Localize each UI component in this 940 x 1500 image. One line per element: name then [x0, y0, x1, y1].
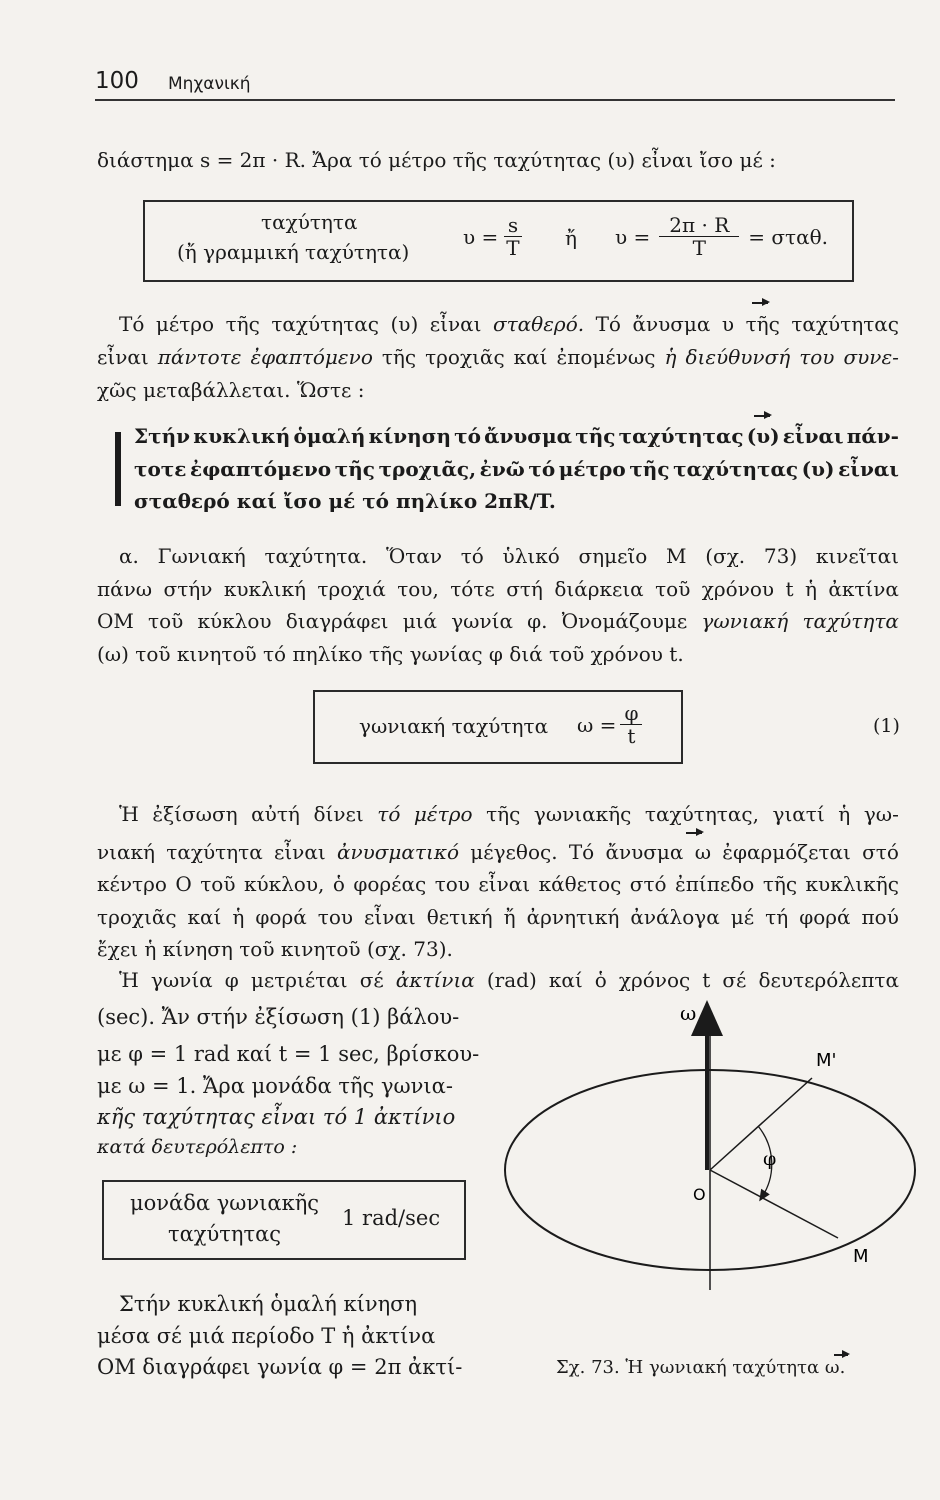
- word: t: [702, 968, 711, 992]
- word: του: [434, 872, 470, 896]
- word: μέτρο: [413, 802, 473, 826]
- word: ἐφαπτόμενο: [190, 457, 332, 481]
- word: στό: [862, 840, 899, 864]
- text-line: σταθερό καί ἴσο μέ τό πηλίκο 2πR/T.: [134, 489, 556, 513]
- formula-speed-1: [463, 214, 524, 259]
- m-prime-label: Μ': [816, 1050, 837, 1071]
- text-line: με φ = 1 rad καί t = 1 sec, βρίσκου-: [97, 1042, 480, 1066]
- word: γωνία: [150, 968, 213, 992]
- vector-arrow: [686, 832, 702, 834]
- word: Ὀνομάζουμε: [561, 609, 688, 633]
- word: (υ): [390, 312, 419, 336]
- word: δευτερόλεπτα: [758, 968, 899, 992]
- unit-label-1: μονάδα γωνιακῆς: [130, 1191, 320, 1215]
- word: κάθετος: [538, 872, 622, 896]
- word: τό: [454, 424, 481, 448]
- speed-formula-box: [143, 200, 854, 282]
- word: μέτρο: [558, 457, 626, 481]
- word: ἤ: [503, 905, 516, 929]
- word: κέντρο: [97, 872, 167, 896]
- word: τῆς: [225, 312, 260, 336]
- word: εἶναι: [97, 345, 149, 369]
- word: μέ: [730, 905, 755, 929]
- word: ταχύτητας: [271, 312, 379, 336]
- unit-label-2: ταχύτητας: [168, 1222, 282, 1246]
- word: διάρκεια: [554, 577, 644, 601]
- word: συνε-: [843, 345, 899, 369]
- word: καί: [548, 968, 583, 992]
- word: Ἡ: [119, 968, 139, 992]
- word: ἐφαρμόζεται: [722, 840, 851, 864]
- formula-lhs: υ =: [615, 224, 651, 249]
- word: ΟΜ: [97, 609, 134, 633]
- word: σταθερό.: [492, 312, 585, 336]
- radius-om-prime: [710, 1078, 812, 1170]
- text-line: [119, 542, 899, 570]
- word: μέγεθος.: [470, 840, 558, 864]
- word: τῆς: [575, 424, 616, 448]
- word: φορέας: [353, 872, 427, 896]
- margin-bar: [115, 432, 121, 506]
- figure-caption: Σχ. 73. Ἡ γωνιακή ταχύτητα ω.: [556, 1357, 846, 1378]
- word: τροχιᾶς,: [378, 457, 477, 481]
- word: ω: [694, 840, 711, 864]
- word: φορά: [255, 905, 307, 929]
- formula-label-speed: ταχύτητα: [261, 210, 358, 234]
- word: εἶναι: [838, 457, 899, 481]
- text-line: κατά δευτερόλεπτο :: [97, 1136, 298, 1158]
- text-line: Στήν κυκλική ὁμαλή κίνηση: [119, 1292, 418, 1316]
- radius-om: [710, 1170, 838, 1238]
- text-line: ἔχει ἡ κίνηση τοῦ κινητοῦ (σχ. 73).: [97, 937, 453, 961]
- word: (σχ.: [705, 544, 746, 568]
- formula-rhs: = σταθ.: [748, 224, 829, 249]
- word: ἐφαπτόμενο: [250, 345, 373, 369]
- word: του,: [397, 577, 439, 601]
- word: ταχύτητας: [673, 457, 799, 481]
- formula-or: ἤ: [565, 226, 577, 250]
- word: t: [785, 577, 794, 601]
- word: εἶναι: [364, 905, 416, 929]
- word: ἀνυσματικό: [336, 840, 459, 864]
- unit-value: 1 rad/sec: [342, 1206, 441, 1230]
- fraction: [502, 214, 523, 259]
- word: τροχιᾶς: [97, 905, 177, 929]
- formula-speed-2: [615, 214, 828, 259]
- word: τό: [377, 802, 401, 826]
- word: (rad): [486, 968, 537, 992]
- word: τοῦ: [200, 872, 236, 896]
- word: υ: [721, 312, 735, 336]
- word: ταχύτητας: [791, 312, 899, 336]
- page-header: [95, 66, 895, 100]
- word: εἶναι: [478, 872, 531, 896]
- word: ἀκτίνα: [828, 577, 899, 601]
- word: ἡ: [664, 345, 677, 369]
- word: τροχιά: [317, 577, 386, 601]
- fraction: [654, 214, 744, 259]
- text-line: [97, 870, 899, 898]
- word: αὐτή: [251, 802, 300, 826]
- formula-angular: [577, 702, 642, 747]
- word: 73): [763, 544, 798, 568]
- m-label: Μ: [853, 1246, 869, 1267]
- word: σημεῖο: [578, 544, 648, 568]
- word: διαγράφει: [285, 609, 389, 633]
- word: Τό: [568, 840, 595, 864]
- vector-arrow: [754, 415, 770, 417]
- word: γιατί: [772, 802, 825, 826]
- word: ἐξίσωση: [152, 802, 238, 826]
- word: ἀνάλογα: [630, 905, 720, 929]
- word: γω-: [863, 802, 899, 826]
- text-line: [97, 838, 899, 866]
- text-line: κῆς ταχύτητας εἶναι τό 1 ἀκτίνιο: [97, 1105, 456, 1129]
- word: καί: [513, 345, 548, 369]
- text-line: [119, 310, 899, 338]
- word: (υ): [746, 424, 780, 448]
- word: Στήν: [134, 424, 191, 448]
- text-line: (sec). Ἄν στήν ἐξίσωση (1) βάλου-: [97, 1005, 460, 1029]
- word: χρόνος: [618, 968, 691, 992]
- formula-label: γωνιακή ταχύτητα: [359, 714, 549, 738]
- word: Τό: [595, 312, 621, 336]
- word: ταχύτητα: [802, 609, 899, 633]
- text-line: [97, 343, 899, 371]
- word: κυκλικῆς: [805, 872, 899, 896]
- word: Μ: [666, 544, 687, 568]
- word: ταχύτητα.: [264, 544, 368, 568]
- circular-motion-figure: [500, 1000, 920, 1330]
- word: τῆς: [762, 872, 798, 896]
- word: ἐνῶ: [479, 457, 525, 481]
- word: στό: [629, 872, 667, 896]
- word: χρόνου: [701, 577, 775, 601]
- text-line: μέσα σέ μιά περίοδο T ἡ ἀκτίνα: [97, 1324, 436, 1348]
- denominator: T: [506, 236, 520, 260]
- word: ὁ: [594, 968, 607, 992]
- word: τοῦ: [655, 577, 691, 601]
- numerator: s: [504, 214, 522, 237]
- o-label: O: [693, 1185, 706, 1204]
- text-line: ΟΜ διαγράφει γωνία φ = 2π ἀκτί-: [97, 1355, 463, 1379]
- word: ἀκτίνια: [395, 968, 475, 992]
- phi-label: φ: [763, 1148, 777, 1170]
- running-title: Μηχανική: [168, 74, 251, 94]
- word: Ὅταν: [386, 544, 443, 568]
- text-line: [97, 575, 899, 603]
- word: τό: [528, 457, 556, 481]
- word: μιά: [402, 609, 438, 633]
- word: πάντοτε: [157, 345, 242, 369]
- word: τῆς: [629, 457, 670, 481]
- word: ὑλικό: [502, 544, 560, 568]
- word: κύκλου: [197, 609, 272, 633]
- word: ἡ: [804, 577, 817, 601]
- word: ὁμαλή: [293, 424, 366, 448]
- word: κίνηση: [368, 424, 451, 448]
- word: διεύθυνσή: [685, 345, 791, 369]
- word: ἐπομένως: [556, 345, 656, 369]
- word: θετική: [426, 905, 493, 929]
- word: τροχιᾶς: [425, 345, 505, 369]
- text-line: (ω) τοῦ κινητοῦ τό πηλίκο τῆς γωνίας φ διά τοῦ χρόνου t.: [97, 642, 684, 666]
- word: α.: [119, 544, 139, 568]
- header-rule: [95, 99, 895, 101]
- word: κυκλική: [223, 577, 306, 601]
- word: φ: [224, 968, 239, 992]
- word: ἄνυσμα: [632, 312, 711, 336]
- denominator: T: [692, 236, 706, 260]
- text-line: διάστημα s = 2π · R. Ἄρα τό μέτρο τῆς ταχύτητας (υ) εἶναι ἴσο μέ :: [97, 148, 776, 172]
- word: τότε: [450, 577, 495, 601]
- word: Γωνιακή: [157, 544, 246, 568]
- formula-lhs: ω =: [577, 712, 617, 737]
- text-line: [119, 800, 899, 828]
- word: γωνία: [451, 609, 513, 633]
- word: φ.: [527, 609, 548, 633]
- text-line: χῶς μεταβάλλεται. Ὥστε :: [97, 378, 365, 402]
- text-line: με ω = 1. Ἄρα μονάδα τῆς γωνια-: [97, 1074, 453, 1098]
- word: τό: [460, 544, 484, 568]
- word: ἀρνητική: [526, 905, 620, 929]
- formula-lhs: υ =: [463, 224, 499, 249]
- word: πάν-: [846, 424, 899, 448]
- word: ταχύτητα: [166, 840, 263, 864]
- word: εἶναι: [782, 424, 844, 448]
- word: κύκλου,: [243, 872, 325, 896]
- word: στήν: [163, 577, 213, 601]
- word: εἶναι: [273, 840, 326, 864]
- word: νιακή: [97, 840, 155, 864]
- text-line: [97, 903, 899, 931]
- word: ἡ: [232, 905, 245, 929]
- equation-number: (1): [873, 715, 900, 737]
- word: ταχύτητας,: [644, 802, 759, 826]
- word: κινεῖται: [815, 544, 899, 568]
- word: Τό: [119, 312, 145, 336]
- text-line: [134, 422, 899, 450]
- unit-box: [102, 1180, 466, 1260]
- word: ἄνυσμα: [484, 424, 573, 448]
- word: τῆς: [334, 457, 375, 481]
- word: τοτε: [134, 457, 187, 481]
- word: μέτρο: [155, 312, 215, 336]
- word: (υ): [801, 457, 835, 481]
- angular-speed-formula-box: [313, 690, 683, 764]
- numerator: 2π · R: [659, 214, 739, 237]
- word: ταχύτητας: [618, 424, 744, 448]
- word: δίνει: [313, 802, 364, 826]
- word: γωνιακή: [701, 609, 789, 633]
- word: στή: [506, 577, 543, 601]
- word: εἶναι: [429, 312, 482, 336]
- denominator: t: [627, 724, 636, 748]
- word: Ο: [175, 872, 192, 896]
- text-line: [119, 966, 899, 994]
- word: καί: [187, 905, 222, 929]
- fraction: [620, 702, 642, 747]
- word: ἐπίπεδο: [675, 872, 755, 896]
- word: πού: [861, 905, 899, 929]
- word: γωνιακῆς: [533, 802, 632, 826]
- word: τή: [765, 905, 789, 929]
- word: ὁ: [332, 872, 345, 896]
- word: του: [317, 905, 354, 929]
- numerator: φ: [620, 702, 642, 725]
- page-number: 100: [95, 68, 139, 94]
- vector-arrow: [834, 1354, 848, 1356]
- text-line: [97, 607, 899, 635]
- omega-label: ω: [680, 1001, 697, 1025]
- word: σέ: [722, 968, 747, 992]
- word: τοῦ: [148, 609, 184, 633]
- word: ἄνυσμα: [605, 840, 684, 864]
- word: τῆς: [745, 312, 780, 336]
- word: σέ: [359, 968, 384, 992]
- word: τῆς: [381, 345, 417, 369]
- word: τῆς: [486, 802, 521, 826]
- vector-arrow: [752, 302, 768, 304]
- word: φορά: [799, 905, 851, 929]
- text-line: [134, 455, 899, 483]
- word: κυκλική: [193, 424, 291, 448]
- word: πάνω: [97, 577, 153, 601]
- word: ἡ: [838, 802, 851, 826]
- word: Ἡ: [119, 802, 139, 826]
- word: μετριέται: [250, 968, 348, 992]
- word: του: [799, 345, 835, 369]
- formula-label-linear: (ἤ γραμμική ταχύτητα): [177, 240, 410, 264]
